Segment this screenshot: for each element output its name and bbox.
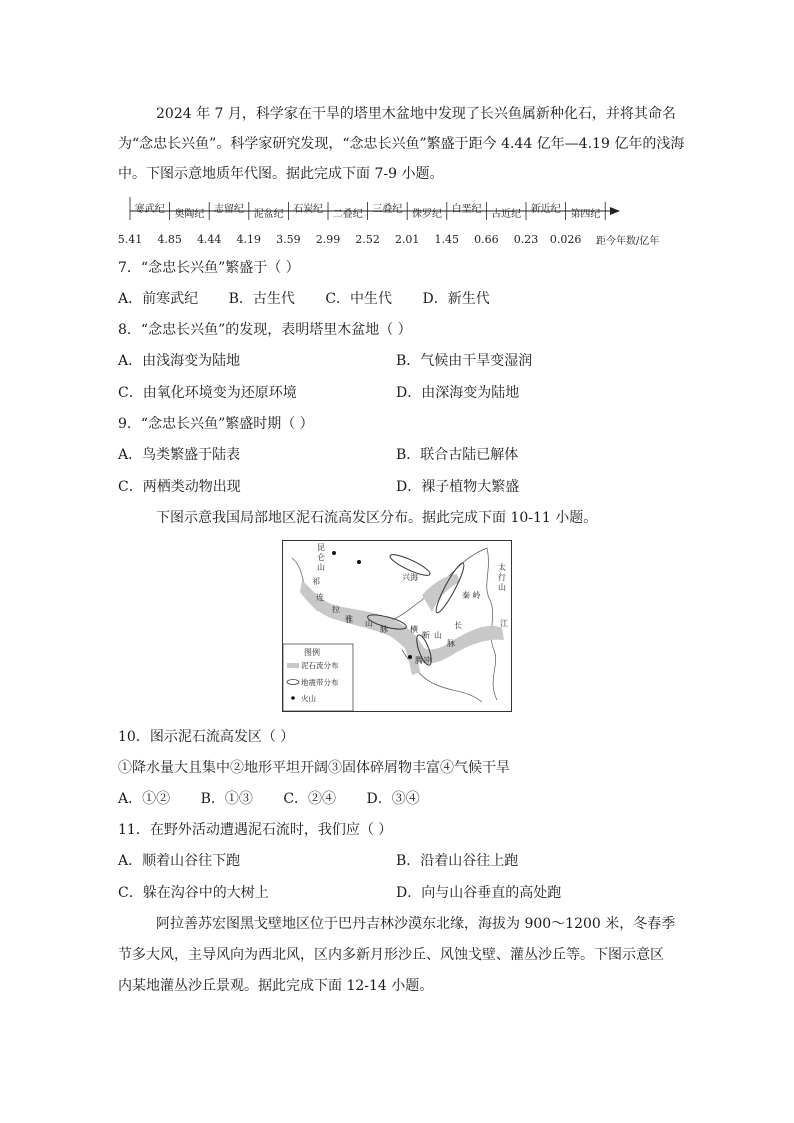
intro-3-line-3: 内某地灌丛沙丘景观。据此完成下面 12-14 小题。 [118,978,434,994]
label-tengchong: 腾冲 [415,656,431,665]
volcano-marker [357,560,361,564]
label-kunlun-2: 仑 [317,553,325,562]
q10-option-a[interactable]: A．①② [118,791,171,807]
timeline-period-label: 第四纪 [570,209,601,220]
q8-option-b[interactable]: B．气候由干旱变湿润 [396,353,533,369]
q9-stem: 9．“念忠长兴鱼”繁盛时期（ ） [118,416,314,432]
timeline-age-label: 3.59 [276,233,301,246]
timeline-period-label: 寒武纪 [134,204,165,215]
intro-3-line-1: 阿拉善苏宏图黑戈壁地区位于巴丹吉林沙漠东北缘，海拔为 900～1200 米，冬春季 [156,916,676,932]
label-taihang-1: 太 [498,563,506,572]
timeline-period-label: 泥盆纪 [253,209,284,220]
q7-option-a[interactable]: A．前寒武纪 [118,291,199,307]
q7-option-b[interactable]: B．古生代 [228,291,295,307]
timeline-period-label: 石炭纪 [293,204,324,215]
geologic-timeline [117,192,674,250]
timeline-age-label: 1.45 [434,233,460,246]
volcano-marker [408,655,412,659]
q9-option-c[interactable]: C．两栖类动物出现 [118,479,241,495]
q8-option-c[interactable]: C．由氧化环境变为还原环境 [118,385,297,401]
timeline-period-label: 志留纪 [214,204,244,215]
timeline-period-label: 二叠纪 [332,209,363,220]
intro-line-2: 为“念忠长兴鱼”。科学家研究发现，“念忠长兴鱼”繁盛于距今 4.44 亿年—4.19 亿年的浅海 [118,136,685,152]
label-shan: 山 [365,619,373,628]
q9-option-d[interactable]: D．裸子植物大繁盛 [396,479,520,495]
label-ya: 雅 [345,615,353,624]
q11-option-c[interactable]: C．躲在沟谷中的大树上 [118,885,269,901]
label-hengduan-4: 脉 [447,639,455,648]
q9-option-a[interactable]: A．鸟类繁盛于陆表 [118,447,241,463]
label-qinling: 秦 岭 [462,591,481,600]
timeline-age-label: 5.41 [117,233,143,246]
intro-line-3: 中。下图示意地质年代图。据此完成下面 7-9 小题。 [118,166,444,182]
q10-options [118,789,446,809]
q7-stem: 7．“念忠长兴鱼”繁盛于（ ） [118,260,300,276]
timeline-period-label: 侏罗纪 [412,209,442,220]
timeline-age-label: 2.52 [355,233,380,246]
label-taihang-3: 山 [498,583,506,592]
timeline-period-label: 三叠纪 [372,204,403,215]
q11-stem: 11．在野外活动遭遇泥石流时，我们应（ ） [118,822,393,838]
timeline-age-label: 0.66 [474,233,499,246]
label-xinghai: 兴海 [402,573,418,582]
label-la: 拉 [332,605,340,614]
timeline-age-label: 2.01 [394,233,420,246]
timeline-period-label: 奥陶纪 [174,209,205,220]
q10-conditions: ①降水量大且集中②地形平坦开阔③固体碎屑物丰富④气候干旱 [118,760,510,776]
timeline-axis-label: 距今年数/亿年 [596,236,660,247]
legend-volcano-label: 火山 [301,694,316,703]
legend-quake-label: 地震带分布 [301,678,339,687]
mudflow-map [282,540,512,712]
label-hengduan-1: 横 [410,625,418,634]
timeline-age-label: 4.44 [196,233,222,246]
legend-volcano-swatch [291,696,295,700]
legend-mudflow-label: 泥石流分布 [301,661,339,670]
q11-option-d[interactable]: D．向与山谷垂直的高处跑 [396,885,562,901]
label-jiang: 江 [500,619,508,628]
timeline-age-label: 0.23 [513,233,539,246]
label-qilian-2: 连 [316,593,324,602]
timeline-age-label: 2.99 [315,233,341,246]
q11-option-a[interactable]: A．顺着山谷往下跑 [118,853,241,869]
timeline-age-label: 0.026 [549,233,582,246]
q10-option-b[interactable]: B．①③ [200,791,253,807]
timeline-period-label: 白垩纪 [451,204,482,215]
q11-option-b[interactable]: B．沿着山谷往上跑 [396,853,519,869]
timeline-arrow [610,207,620,215]
legend-mudflow-swatch [287,663,299,668]
label-qilian-1: 祁 [312,577,320,586]
q7-option-c[interactable]: C．中生代 [325,291,393,307]
timeline-period-label: 新近纪 [530,204,561,215]
label-taihang-2: 行 [498,573,506,582]
q8-option-a[interactable]: A．由浅海变为陆地 [118,353,241,369]
timeline-age-label: 4.85 [157,233,182,246]
q8-stem: 8．“念忠长兴鱼”的发现，表明塔里木盆地（ ） [118,322,412,338]
label-mai: 脉 [380,625,388,634]
intro-2: 下图示意我国局部地区泥石流高发区分布。据此完成下面 10-11 小题。 [156,510,598,526]
volcano-marker [332,551,336,555]
label-hengduan-2: 断 [422,631,430,640]
label-kunlun-3: 山 [317,563,325,572]
q10-stem: 10．图示泥石流高发区（ ） [118,729,295,745]
q8-option-d[interactable]: D．由深海变为陆地 [396,385,520,401]
q9-option-b[interactable]: B．联合古陆已解体 [396,447,519,463]
legend-title: 图例 [304,648,320,657]
timeline-age-label: 4.19 [236,233,262,246]
q10-option-c[interactable]: C．②④ [283,791,337,807]
label-hengduan-3: 山 [434,631,442,640]
q10-option-d[interactable]: D．③④ [366,791,420,807]
intro-line-1: 2024 年 7 月，科学家在干旱的塔里木盆地中发现了长兴鱼属新种化石，并将其命名 [156,106,676,122]
timeline-period-label: 古近纪 [491,209,522,220]
intro-3-line-2: 节多大风，主导风向为西北风，区内多新月形沙丘、风蚀戈壁、灌丛沙丘等。下图示意区 [118,947,664,963]
label-kunlun-1: 昆 [317,543,325,552]
q7-option-d[interactable]: D．新生代 [422,291,490,307]
label-chang: 长 [454,621,462,630]
q7-options [118,289,516,309]
